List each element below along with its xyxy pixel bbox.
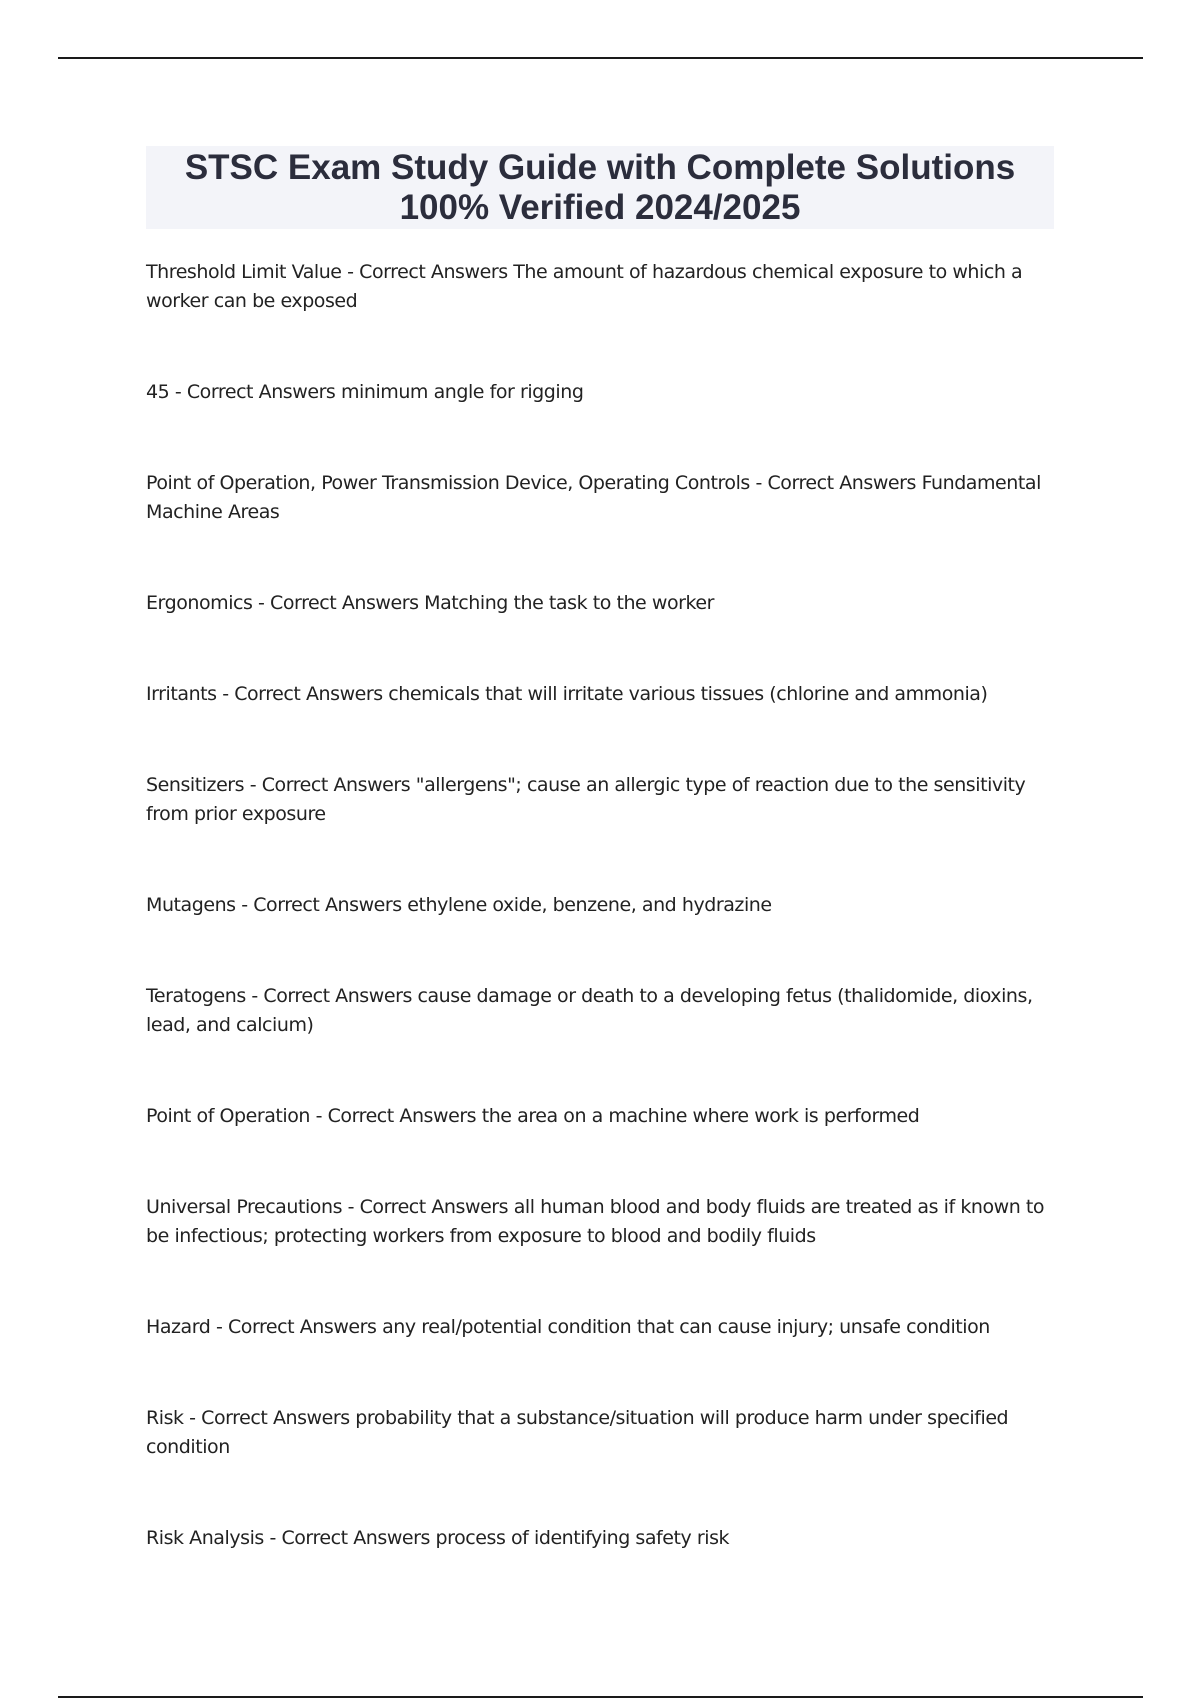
qa-entry: Ergonomics - Correct Answers Matching the task to the worker — [146, 592, 714, 614]
title-line-2: 100% Verified 2024/2025 — [399, 187, 801, 227]
qa-entry: Risk Analysis - Correct Answers process of identifying safety risk — [146, 1527, 730, 1549]
qa-entry: Hazard - Correct Answers any real/potential condition that can cause injury; unsafe condition — [146, 1316, 990, 1338]
qa-entry: Mutagens - Correct Answers ethylene oxide, benzene, and hydrazine — [146, 894, 772, 916]
qa-entry: Sensitizers - Correct Answers "allergens"; cause an allergic type of reaction due to the sensitivity from prior exposure — [146, 774, 1026, 825]
qa-entry: Threshold Limit Value - Correct Answers The amount of hazardous chemical exposure to which a worker can be exposed — [146, 261, 1023, 312]
qa-entry: Point of Operation, Power Transmission Device, Operating Controls - Correct Answers Fundamental Machine Areas — [146, 472, 1041, 523]
qa-entry: Universal Precautions - Correct Answers all human blood and body fluids are treated as if known to be infectious; protecting workers from exposure to blood and bodily fluids — [146, 1196, 1045, 1247]
qa-entry-list — [146, 258, 1046, 1615]
title-line-1: STSC Exam Study Guide with Complete Solutions — [184, 147, 1016, 187]
qa-entry: Point of Operation - Correct Answers the area on a machine where work is performed — [146, 1105, 920, 1127]
top-rule — [58, 57, 1143, 59]
bottom-rule — [58, 1696, 1143, 1698]
document-title — [185, 148, 1015, 228]
qa-entry: Teratogens - Correct Answers cause damage or death to a developing fetus (thalidomide, dioxins, lead, and calcium) — [146, 985, 1033, 1036]
qa-entry: 45 - Correct Answers minimum angle for rigging — [146, 381, 584, 403]
qa-entry: Risk - Correct Answers probability that a substance/situation will produce harm under specified condition — [146, 1407, 1009, 1458]
title-banner — [146, 146, 1054, 229]
qa-entry: Irritants - Correct Answers chemicals that will irritate various tissues (chlorine and ammonia) — [146, 683, 988, 705]
